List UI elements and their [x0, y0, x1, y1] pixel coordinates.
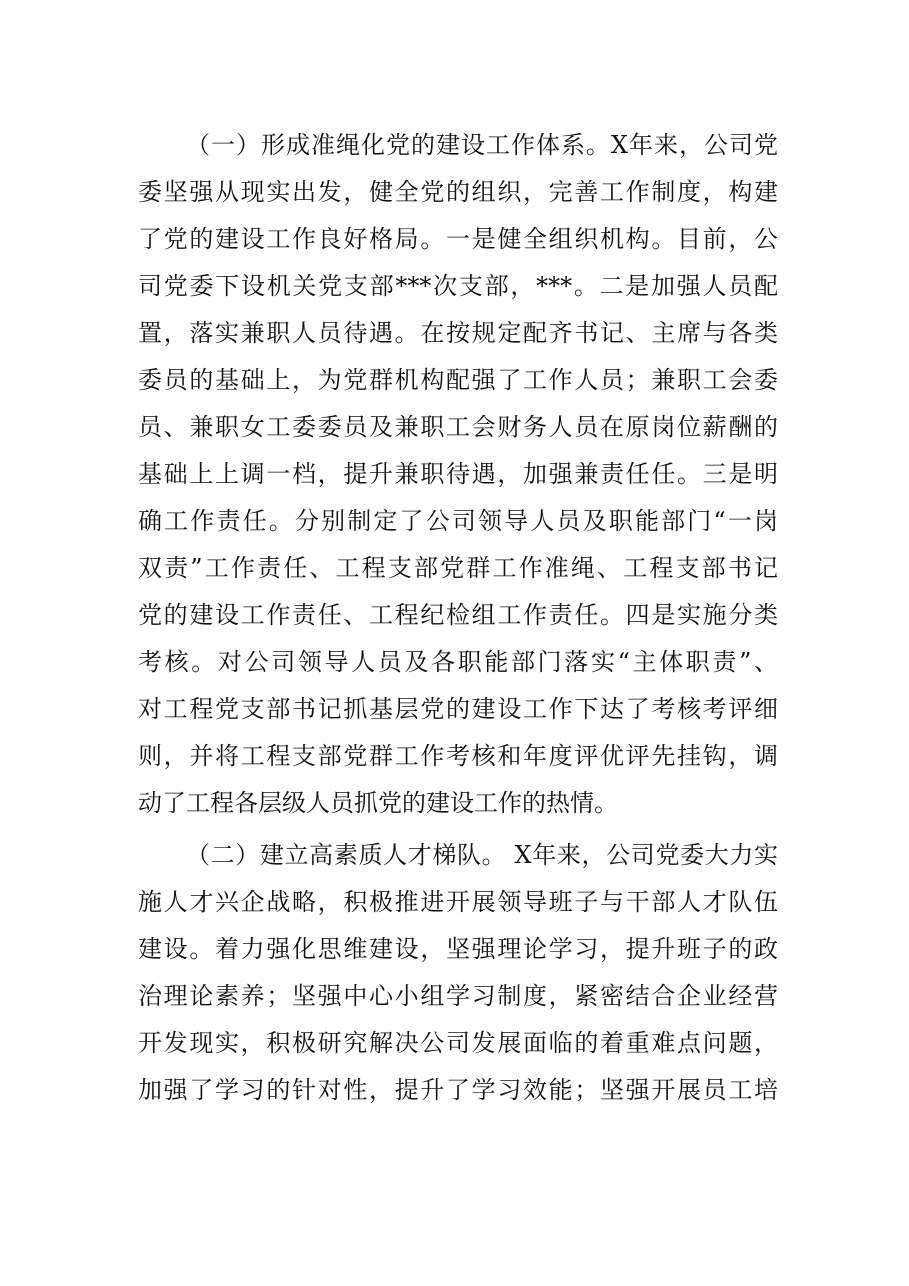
paragraph-line: 治理论素养；坚强中心小组学习制度，紧密结合企业经营 [138, 982, 778, 1010]
paragraph-line: 确工作责任。分别制定了公司领导人员及职能部门“一岗 [138, 507, 778, 535]
paragraph-line: 党的建设工作责任、工程纪检组工作责任。四是实施分类 [138, 601, 778, 629]
paragraph-line: 委员的基础上，为党群机构配强了工作人员；兼职工会委 [138, 366, 778, 394]
paragraph-line: 考核。对公司领导人员及各职能部门落实“主体职责”、 [138, 648, 778, 676]
paragraph-line: 基础上上调一档，提升兼职待遇，加强兼责任任。三是明 [138, 460, 778, 488]
paragraph-line: 对工程党支部书记抓基层党的建设工作下达了考核考评细 [138, 695, 778, 723]
paragraph-line: 了党的建设工作良好格局。一是健全组织机构。目前，公 [138, 225, 778, 253]
paragraph-line: 加强了学习的针对性，提升了学习效能；坚强开展员工培 [138, 1076, 778, 1104]
paragraph-line: 则，并将工程支部党群工作考核和年度评优评先挂钩，调 [138, 742, 778, 770]
paragraph-line: 施人才兴企战略，积极推进开展领导班子与干部人才队伍 [138, 888, 778, 916]
paragraph-line: 司党委下设机关党支部***次支部，***。二是加强人员配 [138, 272, 778, 300]
paragraph-line: 置，落实兼职人员待遇。在按规定配齐书记、主席与各类 [138, 319, 778, 347]
paragraph-line: 开发现实，积极研究解决公司发展面临的着重难点问题， [138, 1029, 778, 1057]
paragraph-line: （一）形成准绳化党的建设工作体系。X年来，公司党 [186, 131, 778, 159]
paragraph-line: 双责”工作责任、工程支部党群工作准绳、工程支部书记 [138, 554, 778, 582]
paragraph-1 [138, 122, 778, 827]
paragraph-2 [138, 832, 778, 1114]
paragraph-line: （二）建立高素质人才梯队。 X年来，公司党委大力实 [186, 841, 778, 869]
paragraph-line: 委坚强从现实出发，健全党的组织，完善工作制度，构建 [138, 178, 778, 206]
paragraph-line: 建设。着力强化思维建设，坚强理论学习，提升班子的政 [138, 935, 778, 963]
paragraph-line: 员、兼职女工委委员及兼职工会财务人员在原岗位薪酬的 [138, 413, 778, 441]
paragraph-line: 动了工程各层级人员抓党的建设工作的热情。 [138, 789, 618, 817]
